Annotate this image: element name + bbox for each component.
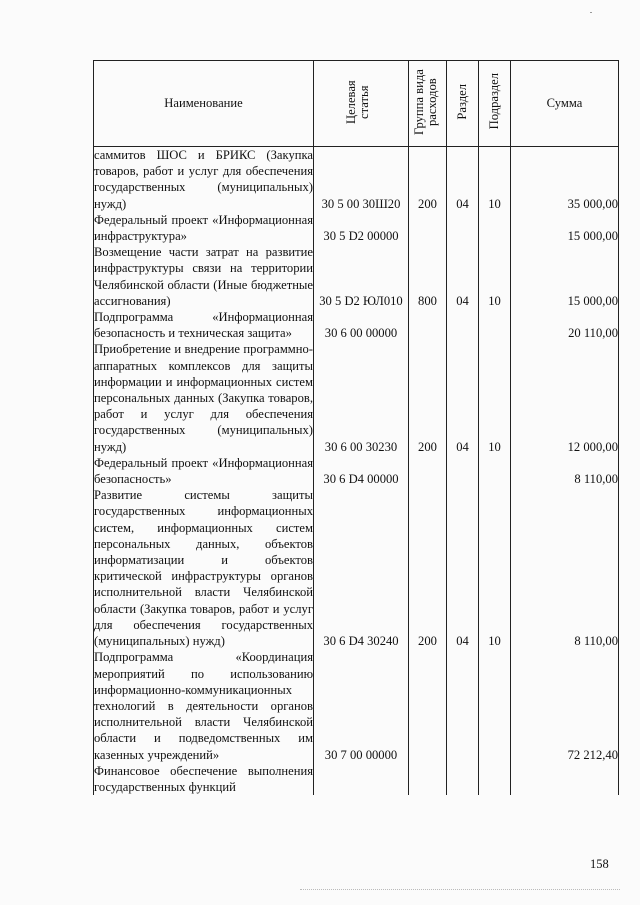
row-sum: 8 110,00 — [511, 487, 619, 649]
row-code: 30 5 D2 00000 — [314, 212, 409, 244]
row-sum: 15 000,00 — [511, 212, 619, 244]
row-name: Подпрограмма «Координация мероприятий по использованию информационно-коммуникационных технологий в деятельности органов исполнительной власти Челябинской области и подведомственных им казенных учреждений» — [94, 650, 313, 762]
row-group: 200 — [409, 487, 447, 649]
row-code: 30 5 00 30Ш20 — [314, 147, 409, 212]
row-section — [447, 649, 479, 762]
row-subsection — [479, 763, 511, 795]
table-header — [94, 61, 619, 147]
row-subsection — [479, 455, 511, 487]
row-name: Федеральный проект «Информационная безопасность» — [94, 455, 313, 487]
row-subsection: 10 — [479, 487, 511, 649]
row-group — [409, 455, 447, 487]
row-name: Приобретение и внедрение программно-аппаратных комплексов для защиты информации и информационных систем персональных данных (Закупка товаров, работ и услуг для обеспечения государственных (муниципальных) нужд) — [94, 342, 313, 454]
row-code: 30 7 00 00000 — [314, 649, 409, 762]
row-group — [409, 649, 447, 762]
footer-rule — [300, 889, 620, 891]
header-sum: Сумма — [511, 61, 619, 147]
row-code: 30 6 00 30230 — [314, 341, 409, 454]
row-sum: 8 110,00 — [511, 455, 619, 487]
row-name: саммитов ШОС и БРИКС (Закупка товаров, работ и услуг для обеспечения государственных (муниципальных) нужд) — [94, 148, 313, 211]
row-code: 30 6 D4 00000 — [314, 455, 409, 487]
row-subsection: 10 — [479, 244, 511, 309]
row-sum: 20 110,00 — [511, 309, 619, 341]
budget-table — [93, 60, 619, 795]
row-group — [409, 763, 447, 795]
header-target-article: Целевая статья — [314, 61, 409, 147]
row-subsection — [479, 212, 511, 244]
table-row — [94, 212, 619, 244]
table-row — [94, 763, 619, 795]
row-section — [447, 763, 479, 795]
row-subsection: 10 — [479, 147, 511, 212]
row-name: Подпрограмма «Информационная безопасность и техническая защита» — [94, 310, 313, 341]
row-code: 30 6 D4 30240 — [314, 487, 409, 649]
table-row — [94, 244, 619, 309]
row-code: 30 6 00 00000 — [314, 309, 409, 341]
row-group: 200 — [409, 147, 447, 212]
row-section — [447, 212, 479, 244]
row-sum: 15 000,00 — [511, 244, 619, 309]
header-name: Наименование — [94, 61, 314, 147]
row-name: Федеральный проект «Информационная инфраструктура» — [94, 212, 313, 244]
row-sum: 12 000,00 — [511, 341, 619, 454]
row-section: 04 — [447, 147, 479, 212]
row-section — [447, 455, 479, 487]
row-subsection — [479, 649, 511, 762]
row-code — [314, 763, 409, 795]
header-expense-group: Группа вида расходов — [409, 61, 447, 147]
table-row — [94, 309, 619, 341]
row-subsection: 10 — [479, 341, 511, 454]
row-name: Возмещение части затрат на развитие инфраструктуры связи на территории Челябинской области (Иные бюджетные ассигнования) — [94, 245, 313, 308]
row-name: Финансовое обеспечение выполнения государственных функций — [94, 763, 313, 794]
row-group — [409, 309, 447, 341]
table-row — [94, 147, 619, 212]
row-section: 04 — [447, 244, 479, 309]
header-section: Раздел — [447, 61, 479, 147]
page-number: 158 — [590, 857, 609, 871]
header-subsection: Подраздел — [479, 61, 511, 147]
row-group: 800 — [409, 244, 447, 309]
row-sum — [511, 763, 619, 795]
row-group: 200 — [409, 341, 447, 454]
row-section: 04 — [447, 341, 479, 454]
row-section — [447, 309, 479, 341]
table-row — [94, 487, 619, 649]
row-code: 30 5 D2 ЮЛ010 — [314, 244, 409, 309]
row-name: Развитие системы защиты государственных информационных систем, информационных систем персональных данных, объектов информатизации и объектов критической инфраструктуры органов исполнительной власти Челябинской области (Закупка товаров, работ и услуг для обеспечения государственных (муниципальных) нужд) — [94, 488, 313, 649]
row-subsection — [479, 309, 511, 341]
table-row — [94, 649, 619, 762]
row-section: 04 — [447, 487, 479, 649]
row-sum: 35 000,00 — [511, 147, 619, 212]
table-row — [94, 341, 619, 454]
row-group — [409, 212, 447, 244]
table-row — [94, 455, 619, 487]
scan-speck — [590, 12, 592, 13]
row-sum: 72 212,40 — [511, 649, 619, 762]
